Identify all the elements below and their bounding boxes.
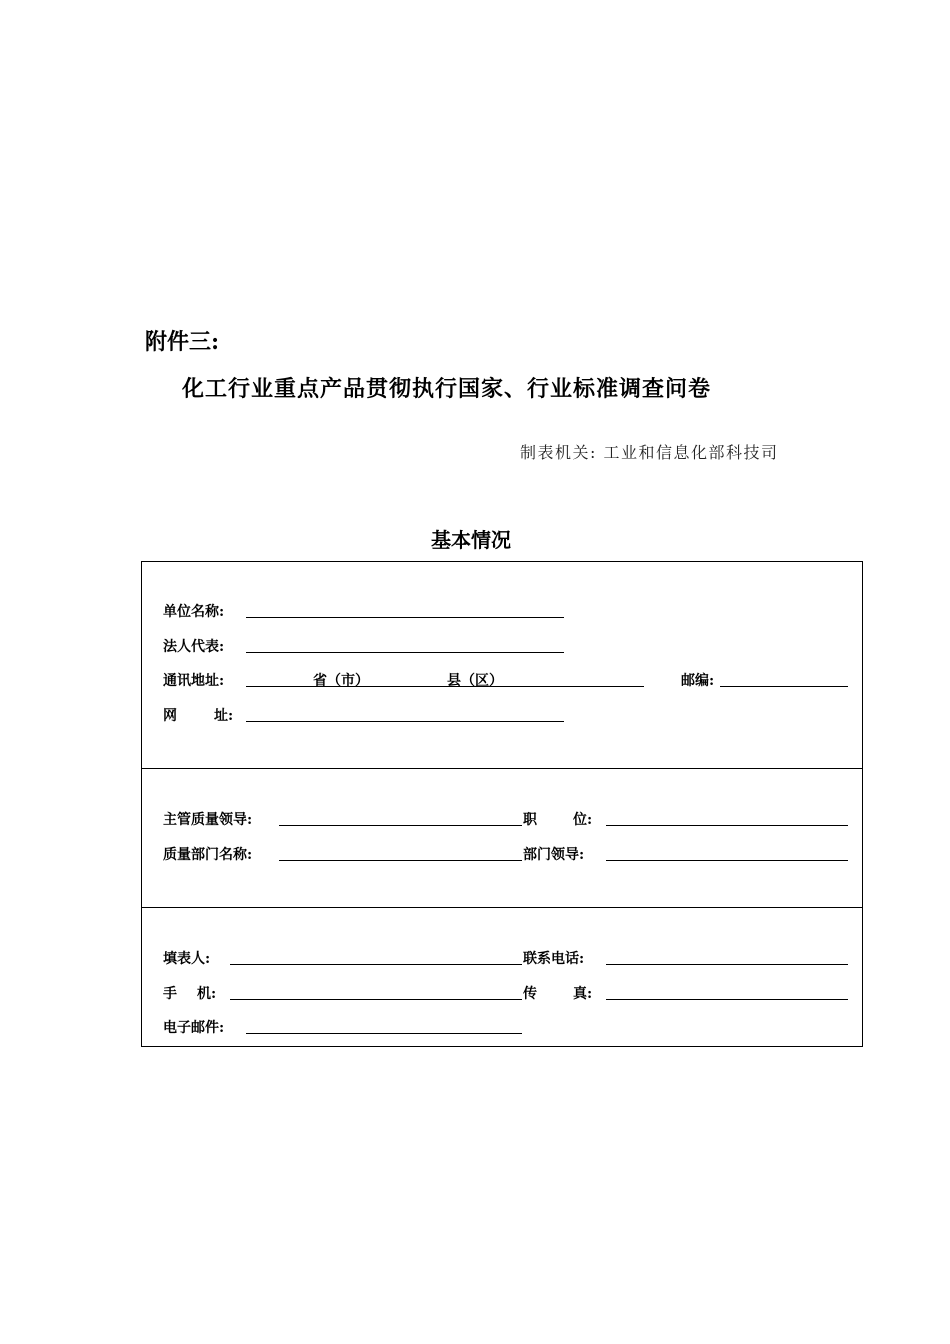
mobile-label-char2: 机:: [197, 986, 217, 1002]
legal-rep-label: 法人代表:: [163, 639, 225, 655]
phone-field[interactable]: [606, 964, 848, 965]
postcode-field[interactable]: [720, 686, 848, 687]
fax-field[interactable]: [606, 999, 848, 1000]
legal-rep-field[interactable]: [246, 652, 564, 653]
attachment-label: 附件三:: [145, 329, 220, 355]
unit-name-label: 单位名称:: [163, 604, 225, 620]
document-title: 化工行业重点产品贯彻执行国家、行业标准调查问卷: [182, 376, 712, 402]
fax-label-char1: 传: [523, 986, 537, 1002]
website-label-char2: 址:: [214, 708, 234, 724]
email-label: 电子邮件:: [163, 1020, 225, 1036]
section-divider-1: [142, 768, 862, 769]
quality-leader-field[interactable]: [279, 825, 522, 826]
email-field[interactable]: [246, 1033, 522, 1034]
address-label: 通讯地址:: [163, 673, 225, 689]
website-field[interactable]: [246, 721, 564, 722]
fax-label-char2: 真:: [573, 986, 593, 1002]
dept-leader-label: 部门领导:: [523, 847, 585, 863]
position-field[interactable]: [606, 825, 848, 826]
dept-leader-field[interactable]: [606, 860, 848, 861]
section-divider-2: [142, 907, 862, 908]
basic-info-form: [141, 561, 863, 1047]
position-label-char1: 职: [523, 812, 537, 828]
filler-field[interactable]: [230, 964, 522, 965]
quality-dept-label: 质量部门名称:: [163, 847, 253, 863]
address-field[interactable]: [246, 686, 644, 687]
province-text: 省（市）: [313, 673, 369, 689]
website-label-char1: 网: [163, 708, 177, 724]
mobile-field[interactable]: [230, 999, 522, 1000]
issuing-authority: 制表机关: 工业和信息化部科技司: [520, 443, 779, 462]
unit-name-field[interactable]: [246, 617, 564, 618]
quality-dept-field[interactable]: [279, 860, 522, 861]
quality-leader-label: 主管质量领导:: [163, 812, 253, 828]
filler-label: 填表人:: [163, 951, 211, 967]
phone-label: 联系电话:: [523, 951, 585, 967]
position-label-char2: 位:: [573, 812, 593, 828]
section-title: 基本情况: [431, 528, 511, 552]
postcode-label: 邮编:: [681, 673, 715, 689]
county-text: 县（区）: [447, 673, 503, 689]
mobile-label-char1: 手: [163, 986, 177, 1002]
